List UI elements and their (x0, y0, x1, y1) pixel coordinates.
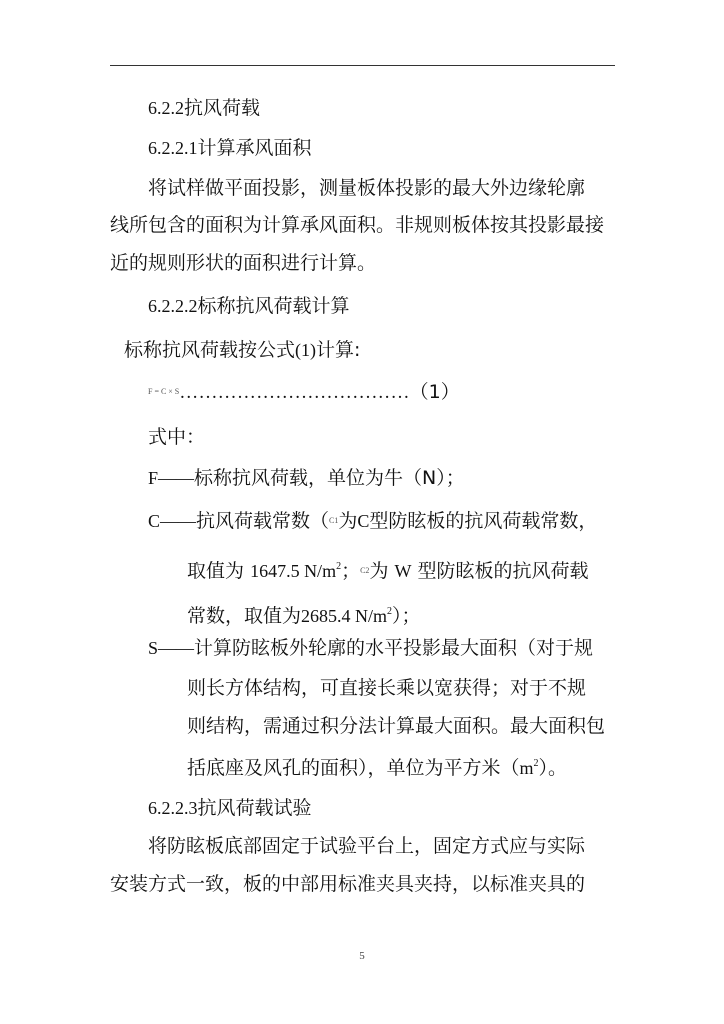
definition-s-line2: 则长方体结构，可直接长乘以宽获得；对于不规 (187, 677, 587, 699)
em-dash: —— (158, 468, 195, 488)
section-number: 6.2.2.2 (148, 296, 198, 316)
section-title: 计算承风面积 (197, 137, 312, 159)
definition-c-line2: 取值为 1647.5 $N/m^2$；$^{C2}$为 W 型防眩板的抗风荷载 (187, 560, 589, 582)
em-dash: —— (158, 638, 195, 658)
section-number: 6.2.2 (148, 98, 184, 118)
section-heading-6-2-2 (148, 96, 260, 120)
definition-s-line3: 则结构，需通过积分法计算最大面积。最大面积包 (187, 715, 606, 737)
section-heading-6-2-2-2 (148, 294, 350, 318)
section-heading-6-2-2-3 (148, 796, 312, 820)
symbol: F (148, 468, 159, 488)
definition-s-line4: 括底座及风孔的面积），单位为平方米$(m^2)$。 (187, 757, 568, 779)
section-title: 标称抗风荷载计算 (197, 295, 350, 317)
section-number: 6.2.2.3 (148, 798, 198, 818)
paragraph-line: 将试样做平面投影，测量板体投影的最大外边缘轮廓 (148, 177, 586, 199)
paragraph-line: 安装方式一致，板的中部用标准夹具夹持，以标准夹具的 (110, 873, 586, 895)
formula-intro: 标称抗风荷载按公式(1)计算: (124, 339, 361, 361)
page-number: 5 (359, 950, 365, 962)
formula-line (148, 380, 460, 405)
section-title: 抗风荷载试验 (197, 797, 312, 819)
definition-s-line1: S——计算防眩板外轮廓的水平投影最大面积（对于规 (148, 637, 594, 659)
paragraph-line: 近的规则形状的面积进行计算。 (110, 252, 377, 274)
equation-label: （1） (409, 381, 460, 403)
section-number: 6.2.2.1 (148, 138, 198, 158)
definition-c-line1: C——抗风荷载常数（$^{C1}$为C型防眩板的抗风荷载常数， (148, 510, 598, 532)
definition-c-line3: 常数，取值为2685.4 $N/m^2$）； (187, 605, 421, 627)
section-title: 抗风荷载 (184, 97, 261, 119)
section-heading-6-2-2-1 (148, 136, 312, 160)
paragraph-line: 线所包含的面积为计算承风面积。非规则板体按其投影最接 (110, 214, 605, 236)
header-rule (110, 65, 615, 66)
symbol-c2-image: C2 (360, 566, 370, 575)
value-c-type: 1647.5 N/m (250, 561, 337, 581)
leader-dots: ……………………………… (179, 382, 410, 403)
paragraph-line: 将防眩板底部固定于试验平台上，固定方式应与实际 (148, 835, 586, 857)
symbol: S (148, 638, 159, 658)
symbol-c1-image: C1 (329, 516, 339, 525)
definition-f: F——标称抗风荷载，单位为牛（N）； (148, 467, 465, 489)
formula-image: F = C × S (148, 387, 180, 396)
em-dash: —— (160, 511, 197, 531)
value-w-type: 2685.4 N/m (301, 606, 388, 626)
where-label: 式中： (148, 426, 206, 448)
formula-reference: (1) (295, 340, 317, 360)
symbol: C (148, 511, 161, 531)
